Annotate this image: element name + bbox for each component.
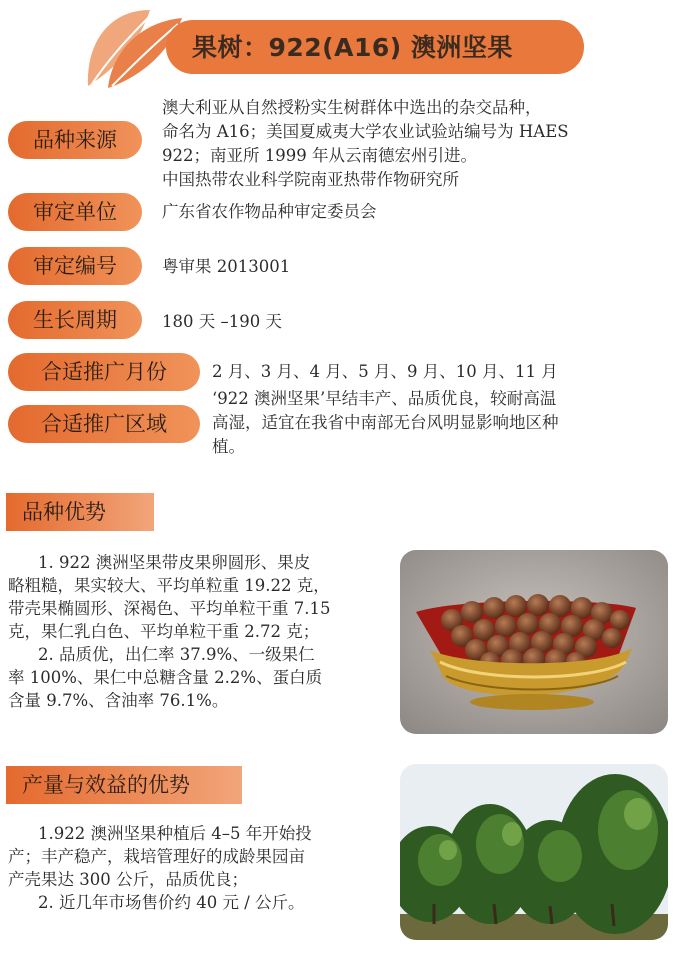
orchard-photo [400,764,668,940]
section-heading-yield: 产量与效益的优势 [6,766,242,804]
value-approval-number: 粤审果 2013001 [162,257,291,276]
page-title: 果树：922(A16) 澳洲坚果 [192,33,513,62]
yield-text [8,822,386,914]
value-promotion-region [212,387,559,459]
label-promotion-months: 合适推广月份 [8,353,200,391]
section-heading-advantages: 品种优势 [6,493,154,531]
advantages-line-1: 1. 922 澳洲坚果带皮果卵圆形、果皮 [38,553,311,572]
advantages-line-3: 带壳果椭圆形、深褐色、平均单粒干重 7.15 [8,599,331,618]
label-promotion-region: 合适推广区域 [8,405,200,443]
source-line-4: 中国热带农业科学院南亚热带作物研究所 [162,170,459,189]
advantages-line-5: 2. 品质优，出仁率 37.9%、一级果仁 [38,645,315,664]
value-approval-unit: 广东省农作物品种审定委员会 [162,202,377,221]
source-line-2: 命名为 A16；美国夏威夷大学农业试验站编号为 HAES [162,122,569,141]
advantages-text [8,551,386,712]
region-line-1: ‘922 澳洲坚果’早结丰产、品质优良，较耐高温 [212,389,557,408]
value-promotion-months: 2 月、3 月、4 月、5 月、9 月、10 月、11 月 [212,362,558,381]
title-banner [0,0,675,95]
label-approval-number: 审定编号 [8,247,142,285]
advantages-line-2: 略粗糙，果实较大、平均单粒重 19.22 克， [8,576,330,595]
label-approval-unit: 审定单位 [8,193,142,231]
advantages-line-7: 含量 9.7%、含油率 76.1%。 [8,691,229,710]
label-growth-cycle: 生长周期 [8,301,142,339]
yield-line-3: 产壳果达 300 公斤，品质优良； [8,870,248,889]
yield-line-2: 产；丰产稳产，栽培管理好的成龄果园亩 [8,847,305,866]
value-source [162,96,569,192]
source-line-1: 澳大利亚从自然授粉实生树群体中选出的杂交品种， [162,98,542,117]
advantages-line-4: 克，果仁乳白色、平均单粒干重 2.72 克； [8,622,320,641]
nut-basket-photo [400,550,668,734]
region-line-3: 植。 [212,437,245,456]
yield-line-4: 2. 近几年市场售价约 40 元 / 公斤。 [38,893,305,912]
label-source: 品种来源 [8,121,142,159]
advantages-line-6: 率 100%、果仁中总糖含量 2.2%、蛋白质 [8,668,323,687]
yield-line-1: 1.922 澳洲坚果种植后 4–5 年开始投 [38,824,312,843]
value-growth-cycle: 180 天 –190 天 [162,312,282,331]
source-line-3: 922；南亚所 1999 年从云南德宏州引进。 [162,146,477,165]
region-line-2: 高湿，适宜在我省中南部无台风明显影响地区种 [212,413,559,432]
